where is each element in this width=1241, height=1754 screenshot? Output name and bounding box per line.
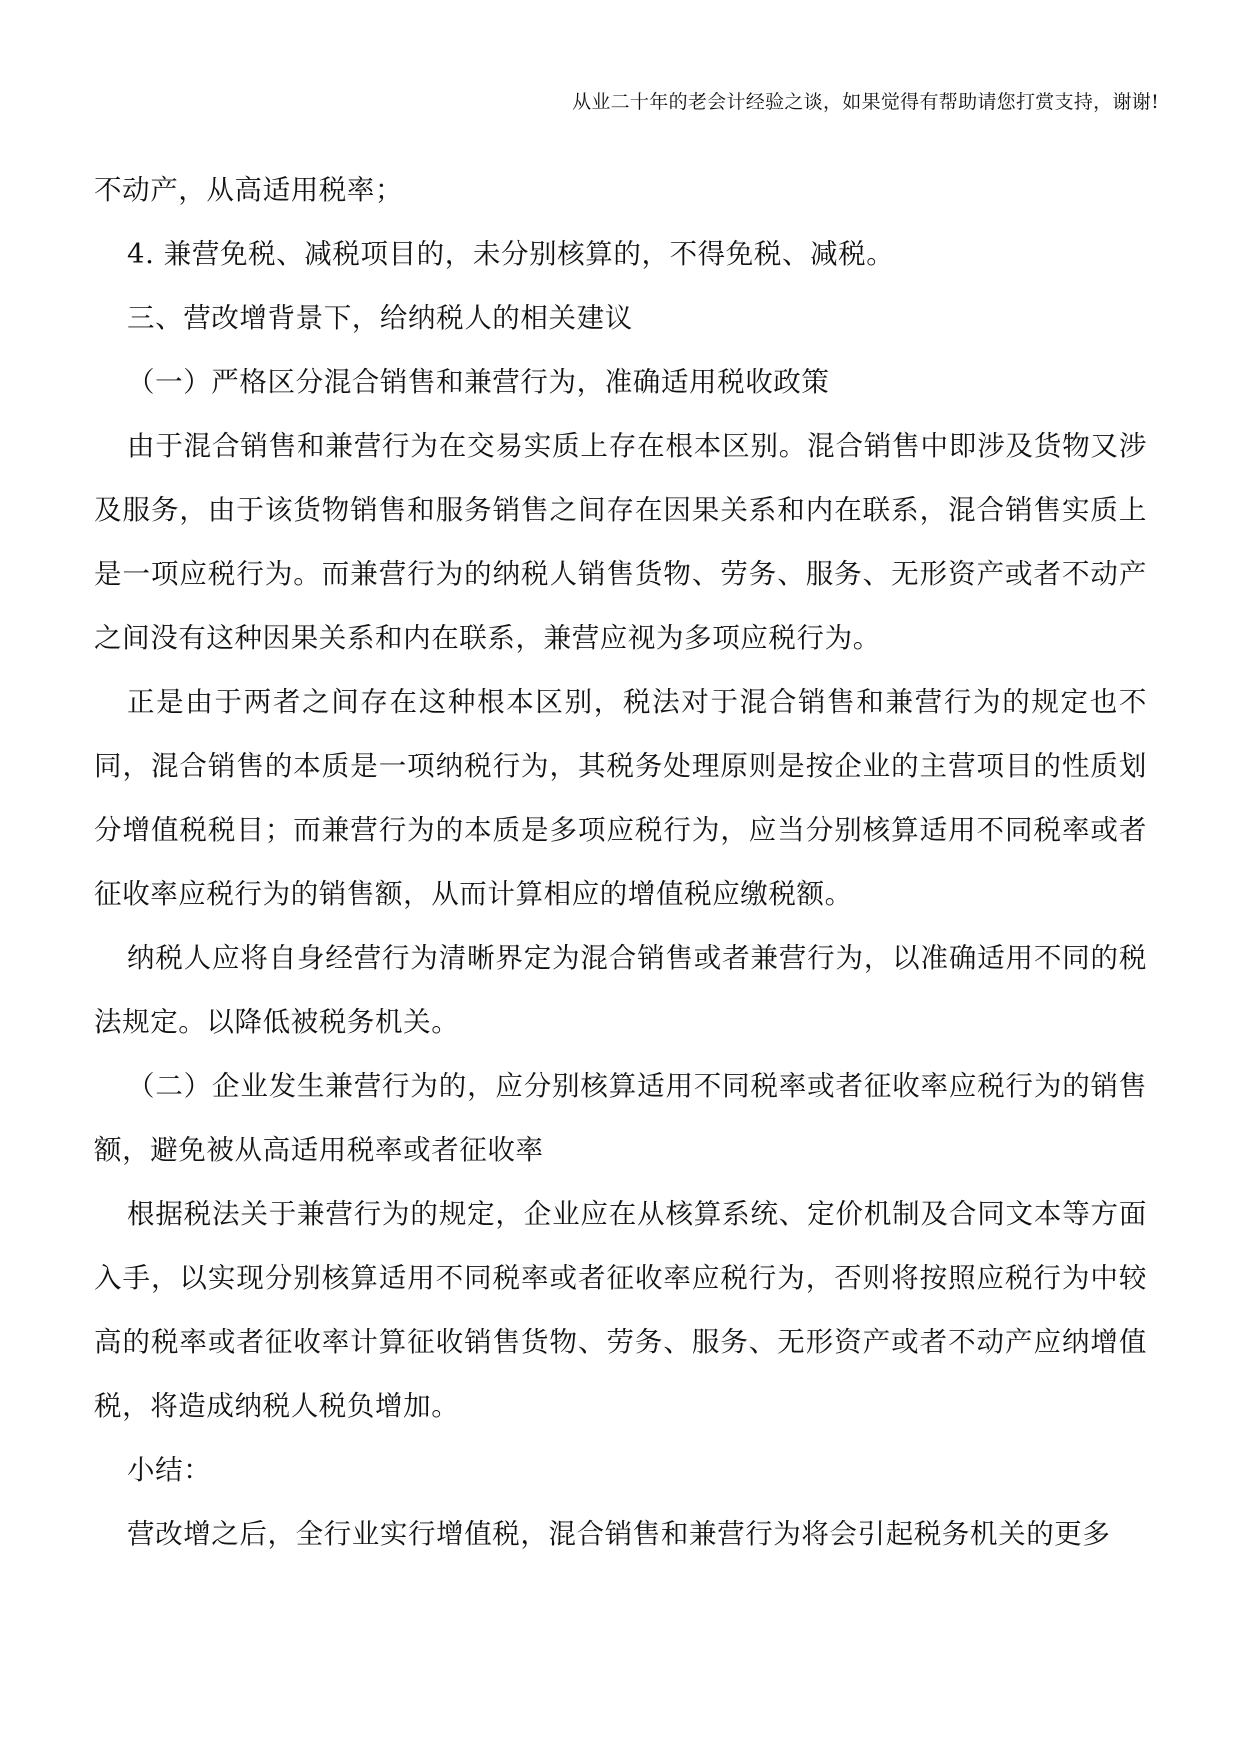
subsection-heading-1: （一）严格区分混合销售和兼营行为，准确适用税收政策 bbox=[127, 366, 830, 398]
paragraph-9: 根据税法关于兼营行为的规定，企业应在从核算系统、定价机制及合同文本等方面入手，以实现分别核算适用不同税率或者征收率应税行为，否则将按照应税行为中较高的税率或者征收率计算征收销售货物、劳务、服务、无形资产或者不动产应纳增值税，将造成纳税人税负增加。 bbox=[94, 1198, 1147, 1422]
document-body bbox=[94, 158, 1147, 1566]
section-heading-3: 三、营改增背景下，给纳税人的相关建议 bbox=[127, 302, 633, 334]
summary-heading: 小结： bbox=[127, 1454, 212, 1486]
paragraph-6: 正是由于两者之间存在这种根本区别，税法对于混合销售和兼营行为的规定也不同，混合销售的本质是一项纳税行为，其税务处理原则是按企业的主营项目的性质划分增值税税目；而兼营行为的本质是多项应税行为，应当分别核算适用不同税率或者征收率应税行为的销售额，从而计算相应的增值税应缴税额。 bbox=[94, 686, 1147, 910]
paragraph-7: 纳税人应将自身经营行为清晰界定为混合销售或者兼营行为，以准确适用不同的税法规定。以降低被税务机关。 bbox=[94, 942, 1147, 1038]
header-note: 从业二十年的老会计经验之谈，如果觉得有帮助请您打赏支持，谢谢! bbox=[572, 91, 1159, 113]
paragraph-11: 营改增之后，全行业实行增值税，混合销售和兼营行为将会引起税务机关的更多 bbox=[127, 1518, 1111, 1550]
paragraph-5: 由于混合销售和兼营行为在交易实质上存在根本区别。混合销售中即涉及货物又涉及服务，由于该货物销售和服务销售之间存在因果关系和内在联系，混合销售实质上是一项应税行为。而兼营行为的纳税人销售货物、劳务、服务、无形资产或者不动产之间没有这种因果关系和内在联系，兼营应视为多项应税行为。 bbox=[94, 430, 1147, 654]
paragraph-1: 不动产，从高适用税率； bbox=[94, 174, 404, 206]
paragraph-2: 4. 兼营免税、减税项目的，未分别核算的，不得免税、减税。 bbox=[127, 238, 895, 270]
subsection-heading-2: （二）企业发生兼营行为的，应分别核算适用不同税率或者征收率应税行为的销售额，避免被从高适用税率或者征收率 bbox=[94, 1070, 1147, 1166]
